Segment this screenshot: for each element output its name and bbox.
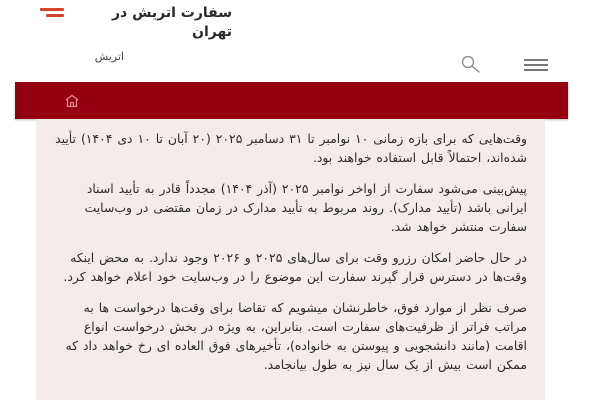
site-subtitle[interactable]: اتریش xyxy=(94,50,124,63)
search-icon xyxy=(460,54,482,76)
menu-button[interactable] xyxy=(524,58,550,74)
paragraph: صرف نظر از موارد فوق، خاطرنشان میشویم که تقاضا برای وقت‌ها درخواست ها به مراتب فراتر از ظرفیت‌های سفارت است. بنابراین، به ویژه در بخش درخواست انواع اقامت (مانند دانشجویی و پیوستن به خانواده)، تأخیرهای فوق العاده ای رخ خواهد داد که ممکن است بیش از یک سال نیز به طول بیانجامد. xyxy=(65,300,527,372)
logo-stripe xyxy=(40,8,64,11)
home-icon xyxy=(64,94,80,108)
paragraph: وقت‌هایی که برای بازه زمانی ۱۰ نوامبر تا ۳۱ دسامبر ۲۰۲۵ (۲۰ آبان تا ۱۰ دی ۱۴۰۴) تأیید شده‌اند، احتمالاً قابل استفاده خواهند بود. xyxy=(55,131,527,165)
hamburger-menu-icon xyxy=(524,69,548,71)
announcement-content xyxy=(36,119,545,400)
hamburger-menu-icon xyxy=(524,64,548,66)
search-button[interactable] xyxy=(460,54,482,76)
main-navbar xyxy=(15,82,568,119)
paragraph: در حال حاضر امکان رزرو وقت برای سال‌های ۲۰۲۵ و ۲۰۲۶ وجود ندارد. به محض اینکه وقت‌ها در دسترس قرار گیرند سفارت این موضوع را در وب‌سایت خود اعلام خواهد کرد. xyxy=(63,250,527,284)
site-header xyxy=(0,0,600,82)
home-button[interactable] xyxy=(64,93,80,107)
paragraph: پیش‌بینی می‌شود سفارت از اواخر نوامبر ۲۰۲۵ (آذر ۱۴۰۴) مجدداً قادر به تأیید اسناد ایرانی باشد (تأیید مدارک). روند مربوط به تأیید مدارک در زمان مقتضی در وب‌سایت سفارت منتشر خواهد شد. xyxy=(84,181,527,234)
logo-stripe xyxy=(46,14,64,17)
austria-flag-logo-icon[interactable] xyxy=(40,8,64,22)
hamburger-menu-icon xyxy=(524,59,548,61)
site-title[interactable]: سفارت اتریش در تهران xyxy=(111,5,232,40)
